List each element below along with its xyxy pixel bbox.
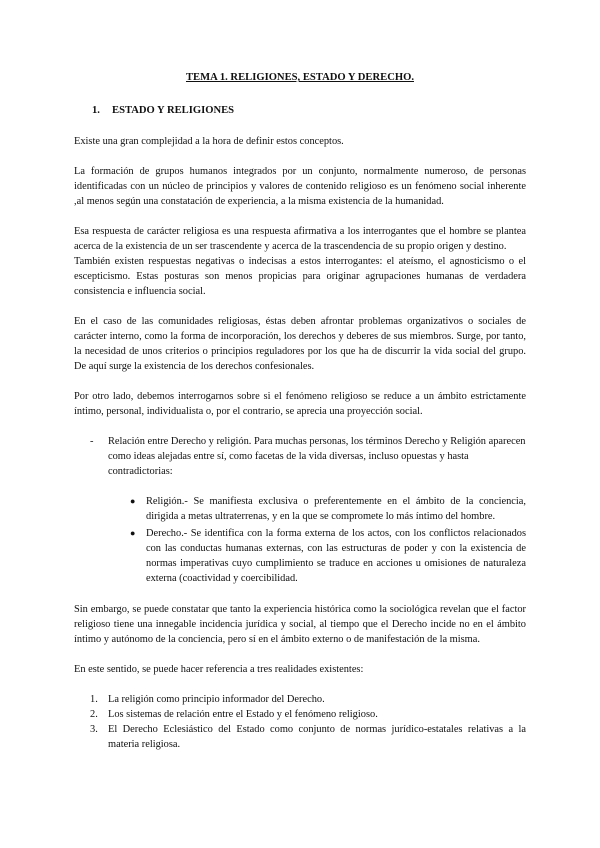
numbered-item-3	[74, 722, 526, 752]
paragraph-3: Esa respuesta de carácter religiosa es una respuesta afirmativa a los interrogantes que el hombre se plantea acerca de la existencia de un ser trascendente y acerca de la trascendencia de su propio origen y destino.	[74, 226, 526, 252]
paragraph-8: En este sentido, se puede hacer referencia a tres realidades existentes:	[74, 664, 364, 675]
item-number: 2.	[90, 709, 98, 720]
numbered-item-1	[74, 692, 526, 707]
bullet-item-religion	[74, 494, 526, 524]
item-number: 3.	[90, 724, 98, 735]
item-text: El Derecho Eclesiástico del Estado como conjunto de normas jurídico-estatales relativas a la materia religiosa.	[108, 724, 526, 750]
bullet-icon: ●	[130, 528, 136, 538]
paragraph-2: La formación de grupos humanos integrados por un conjunto, normalmente numeroso, de personas identificadas con un núcleo de principios y valores de contenido religioso es un fenómeno social inherente ,al menos según una constatación de experiencia, a la misma existencia de la humanidad.	[74, 166, 526, 207]
section-title: ESTADO Y RELIGIONES	[112, 105, 235, 116]
document-title: TEMA 1. RELIGIONES, ESTADO Y DERECHO.	[185, 72, 414, 83]
bullet-icon: ●	[130, 496, 136, 506]
paragraph-5: En el caso de las comunidades religiosas, éstas deben afrontar problemas organizativos o sociales de carácter interno, como la forma de incorporación, los derechos y deberes de sus miembros. Surge, por tanto, la necesidad de unos criterios o principios reguladores por los que ha de discurrir la vida social del grupo. De aquí surge la existencia de los derechos confesionales.	[74, 316, 526, 372]
document-page	[74, 66, 526, 752]
section-heading	[92, 103, 526, 118]
item-number: 1.	[90, 694, 98, 705]
bullet-list	[74, 494, 526, 586]
dash-item-text: Relación entre Derecho y religión. Para muchas personas, los términos Derecho y Religión aparecen como ideas alejadas entre sí, como facetas de la vida diversas, incluso opuestas y hasta contradictorias:	[108, 436, 526, 477]
item-text: Los sistemas de relación entre el Estado y el fenómeno religioso.	[108, 709, 378, 720]
bullet-text: Religión.- Se manifiesta exclusiva o preferentemente en el ámbito de la conciencia, dirigida a metas ultraterrenas, y en la que se compromete lo más íntimo del hombre.	[146, 496, 526, 522]
paragraph-4: También existen respuestas negativas o indecisas a estos interrogantes: el ateísmo, el agnosticismo o el escepticismo. Estas posturas son menos propicias para originar agrupaciones humanas de verdadera consistencia e influencia social.	[74, 256, 526, 297]
paragraph-6: Por otro lado, debemos interrogarnos sobre si el fenómeno religioso se reduce a un ámbito estrictamente íntimo, personal, individualista o, por el contrario, se aprecia una proyección social.	[74, 391, 526, 417]
paragraph-7: Sin embargo, se puede constatar que tanto la experiencia histórica como la sociológica revelan que el factor religioso tiene una innegable incidencia jurídica y social, al tiempo que el Derecho incide no en el ámbito íntimo y autónomo de la conciencia, pero sí en el ámbito externo o de manifestación de la misma.	[74, 604, 526, 645]
paragraph-1: Existe una gran complejidad a la hora de definir estos conceptos.	[74, 136, 344, 147]
dash-list-item	[74, 434, 526, 479]
numbered-list	[74, 692, 526, 752]
dash-marker: -	[90, 436, 94, 447]
bullet-text: Derecho.- Se identifica con la forma externa de los actos, con los conflictos relacionados con las conductas humanas externas, con las estructuras de poder y con la existencia de normas imperativas cuyo cumplimiento se traduce en acciones u omisiones de naturaleza externa (coactividad y coercibilidad.	[146, 528, 526, 584]
bullet-item-derecho	[74, 526, 526, 586]
item-text: La religión como principio informador del Derecho.	[108, 694, 325, 705]
numbered-item-2	[74, 707, 526, 722]
section-number: 1.	[92, 105, 100, 116]
